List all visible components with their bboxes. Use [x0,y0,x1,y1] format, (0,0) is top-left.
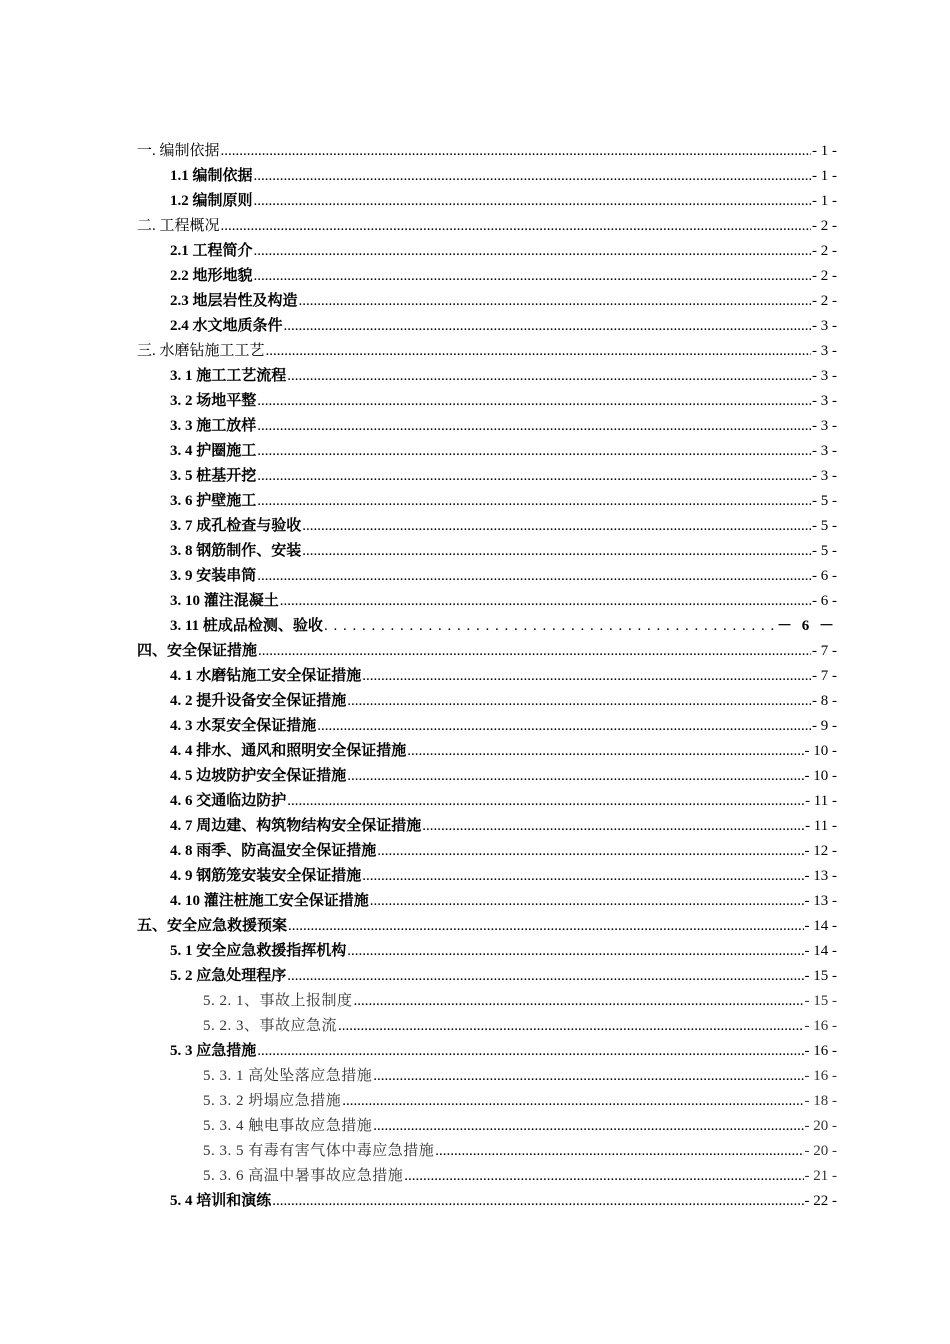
toc-page: - 16 - [804,1043,837,1059]
toc-entry-5-3[interactable] [170,1039,837,1063]
toc-entry-3-11[interactable] [170,614,837,638]
toc-page: - 16 - [804,1018,837,1034]
dot-leader [221,139,811,163]
dot-leader [302,539,811,563]
dot-leader [302,514,811,538]
toc-page: - 3 - [812,468,837,484]
dot-leader [324,614,776,638]
toc-entry-2-2[interactable] [170,264,837,288]
toc-label: 5. 3. 6 高温中暑事故应急措施 [203,1168,404,1184]
dot-leader [422,814,804,838]
toc-label: 1.2 编制原则 [170,193,253,209]
dot-leader [284,314,811,338]
toc-entry-4-5[interactable] [170,764,837,788]
toc-page: - 10 - [804,743,837,759]
toc-entry-5-3-1[interactable] [203,1064,837,1088]
toc-entry-3-1[interactable] [170,364,837,388]
toc-label: 4. 1 水磨钻施工安全保证措施 [170,668,362,684]
toc-page: - 5 - [812,518,837,534]
toc-entry-3-3[interactable] [170,414,837,438]
toc-page: - 8 - [812,693,837,709]
dot-leader [288,914,803,938]
dot-leader [221,214,811,238]
toc-page: - 14 - [804,918,837,934]
dot-leader [404,1164,803,1188]
dot-leader [287,364,811,388]
toc-page: - 22 - [804,1193,837,1209]
dot-leader [373,1064,803,1088]
toc-page: - 6 - [812,568,837,584]
toc-label: 5. 3. 4 触电事故应急措施 [203,1118,373,1134]
toc-entry-3-9[interactable] [170,564,837,588]
toc-label: 3. 11 桩成品检测、验收 [170,618,323,634]
dot-leader [287,789,804,813]
toc-entry-4-10[interactable] [170,889,837,913]
toc-label: 5. 2. 1、事故上报制度 [203,993,353,1009]
toc-entry-5-1[interactable] [170,939,837,963]
toc-page: - 3 - [812,393,837,409]
toc-entry-4-4[interactable] [170,739,837,763]
toc-label: 3. 10 灌注混凝土 [170,593,279,609]
toc-page: - 12 - [804,843,837,859]
toc-entry-4-1[interactable] [170,664,837,688]
dot-leader [257,489,811,513]
dot-leader [299,289,811,313]
dot-leader [254,189,811,213]
toc-page: - 1 - [812,193,837,209]
toc-label: 3. 7 成孔检查与验收 [170,518,302,534]
toc-entry-5-4[interactable] [170,1189,837,1213]
dot-leader [342,1089,803,1113]
toc-page: - 3 - [812,368,837,384]
toc-entry-3-4[interactable] [170,439,837,463]
toc-label: 2.3 地层岩性及构造 [170,293,298,309]
toc-entry-5-3-5[interactable] [203,1139,837,1163]
toc-entry-3-2[interactable] [170,389,837,413]
toc-entry-4-8[interactable] [170,839,837,863]
toc-page: - 18 - [804,1093,837,1109]
dot-leader [347,939,803,963]
toc-entry-4[interactable] [137,639,837,663]
dot-leader [254,264,811,288]
toc-label: 四、安全保证措施 [137,643,258,659]
toc-page: - 15 - [804,993,837,1009]
toc-label: 4. 6 交通临边防护 [170,793,287,809]
dot-leader [257,1039,803,1063]
toc-label: 3. 4 护圈施工 [170,443,257,459]
toc-label: 五、安全应急救援预案 [137,918,288,934]
toc-page: - 2 - [812,293,837,309]
toc-page: - 5 - [812,493,837,509]
toc-label: 5. 3. 1 高处坠落应急措施 [203,1068,373,1084]
toc-page: - 1 - [812,168,837,184]
toc-label: 3. 2 场地平整 [170,393,257,409]
toc-label: 二. 工程概况 [137,218,220,234]
dot-leader [287,964,803,988]
toc-label: 5. 2 应急处理程序 [170,968,287,984]
dot-leader [407,739,803,763]
toc-label: 3. 3 施工放样 [170,418,257,434]
toc-label: 3. 6 护壁施工 [170,493,257,509]
dot-leader [257,564,811,588]
toc-entry-5-2-1[interactable] [203,989,837,1013]
toc-entry-4-3[interactable] [170,714,837,738]
toc-label: 4. 2 提升设备安全保证措施 [170,693,347,709]
toc-entry-1-2[interactable] [170,189,837,213]
toc-page: - 14 - [804,943,837,959]
dot-leader [435,1139,803,1163]
toc-page: - 3 - [812,443,837,459]
toc-entry-4-2[interactable] [170,689,837,713]
toc-page: - 11 - [805,793,837,809]
toc-label: 三. 水磨钻施工工艺 [137,343,265,359]
toc-page: - 20 - [804,1118,837,1134]
toc-page: - 3 - [812,418,837,434]
toc-label: 4. 3 水泵安全保证措施 [170,718,317,734]
toc-page: - 10 - [804,768,837,784]
toc-page: - 6 - [812,593,837,609]
toc-entry-3-5[interactable] [170,464,837,488]
toc-page: - 3 - [812,318,837,334]
dot-leader [272,1189,803,1213]
toc-page: - 20 - [804,1143,837,1159]
toc-label: 5. 3 应急措施 [170,1043,257,1059]
dot-leader [347,689,811,713]
toc-entry-2-4[interactable] [170,314,837,338]
toc-label: 5. 4 培训和演练 [170,1193,272,1209]
toc-label: 2.4 水文地质条件 [170,318,283,334]
dot-leader [354,989,804,1013]
toc-page: － 6 － [776,618,837,634]
dot-leader [347,764,803,788]
toc-label: 5. 3. 2 坍塌应急措施 [203,1093,342,1109]
dot-leader [257,414,811,438]
toc-page: - 16 - [804,1068,837,1084]
toc-entry-2[interactable] [137,214,837,238]
toc-entry-5-2[interactable] [170,964,837,988]
toc-label: 3. 9 安装串筒 [170,568,257,584]
toc-page: - 7 - [812,668,837,684]
dot-leader [362,864,803,888]
toc-entry-2-3[interactable] [170,289,837,313]
toc-entry-1[interactable] [137,139,837,163]
toc-label: 3. 8 钢筋制作、安装 [170,543,302,559]
toc-label: 2.2 地形地貌 [170,268,253,284]
toc-label: 一. 编制依据 [137,143,220,159]
toc-page: - 21 - [804,1168,837,1184]
dot-leader [370,889,804,913]
toc-entry-4-7[interactable] [170,814,837,838]
toc-label: 1.1 编制依据 [170,168,253,184]
dot-leader [362,664,811,688]
toc-page: - 15 - [804,968,837,984]
toc-entry-5-3-2[interactable] [203,1089,837,1113]
toc-label: 4. 9 钢筋笼安装安全保证措施 [170,868,362,884]
toc-page: - 5 - [812,543,837,559]
toc-entry-1-1[interactable] [170,164,837,188]
toc-label: 4. 10 灌注桩施工安全保证措施 [170,893,369,909]
toc-label: 4. 5 边坡防护安全保证措施 [170,768,347,784]
toc-page: - 2 - [812,218,837,234]
toc-entry-4-6[interactable] [170,789,837,813]
dot-leader [257,439,811,463]
toc-page: - 2 - [812,243,837,259]
toc-page: - 7 - [812,643,837,659]
toc-label: 5. 1 安全应急救援指挥机构 [170,943,347,959]
dot-leader [377,839,803,863]
toc-label: 5. 2. 3、事故应急流 [203,1018,338,1034]
dot-leader [254,239,811,263]
dot-leader [373,1114,803,1138]
toc-page: - 13 - [804,893,837,909]
toc-label: 3. 1 施工工艺流程 [170,368,287,384]
dot-leader [258,639,811,663]
toc-page: - 9 - [812,718,837,734]
dot-leader [257,464,811,488]
toc-entry-3-6[interactable] [170,489,837,513]
toc-label: 2.1 工程简介 [170,243,253,259]
toc-entry-5-2-3[interactable] [203,1014,837,1038]
toc-label: 3. 5 桩基开挖 [170,468,257,484]
toc-entry-3[interactable] [137,339,837,363]
dot-leader [254,164,811,188]
toc-entry-5[interactable] [137,914,837,938]
toc-entry-2-1[interactable] [170,239,837,263]
toc-entry-5-3-6[interactable] [203,1164,837,1188]
toc-page: - 11 - [805,818,837,834]
toc-label: 4. 4 排水、通风和照明安全保证措施 [170,743,407,759]
toc-label: 4. 8 雨季、防高温安全保证措施 [170,843,377,859]
toc-label: 5. 3. 5 有毒有害气体中毒应急措施 [203,1143,435,1159]
toc-page: - 1 - [812,143,837,159]
toc-label: 4. 7 周边建、构筑物结构安全保证措施 [170,818,422,834]
toc-entry-5-3-4[interactable] [203,1114,837,1138]
toc-page: - 2 - [812,268,837,284]
toc-page: - 3 - [812,343,837,359]
dot-leader [317,714,811,738]
dot-leader [280,589,811,613]
toc-entry-4-9[interactable] [170,864,837,888]
dot-leader [338,1014,803,1038]
toc-page: - 13 - [804,868,837,884]
toc-entry-3-10[interactable] [170,589,837,613]
toc-entry-3-8[interactable] [170,539,837,563]
dot-leader [257,389,811,413]
toc-entry-3-7[interactable] [170,514,837,538]
dot-leader [266,339,811,363]
